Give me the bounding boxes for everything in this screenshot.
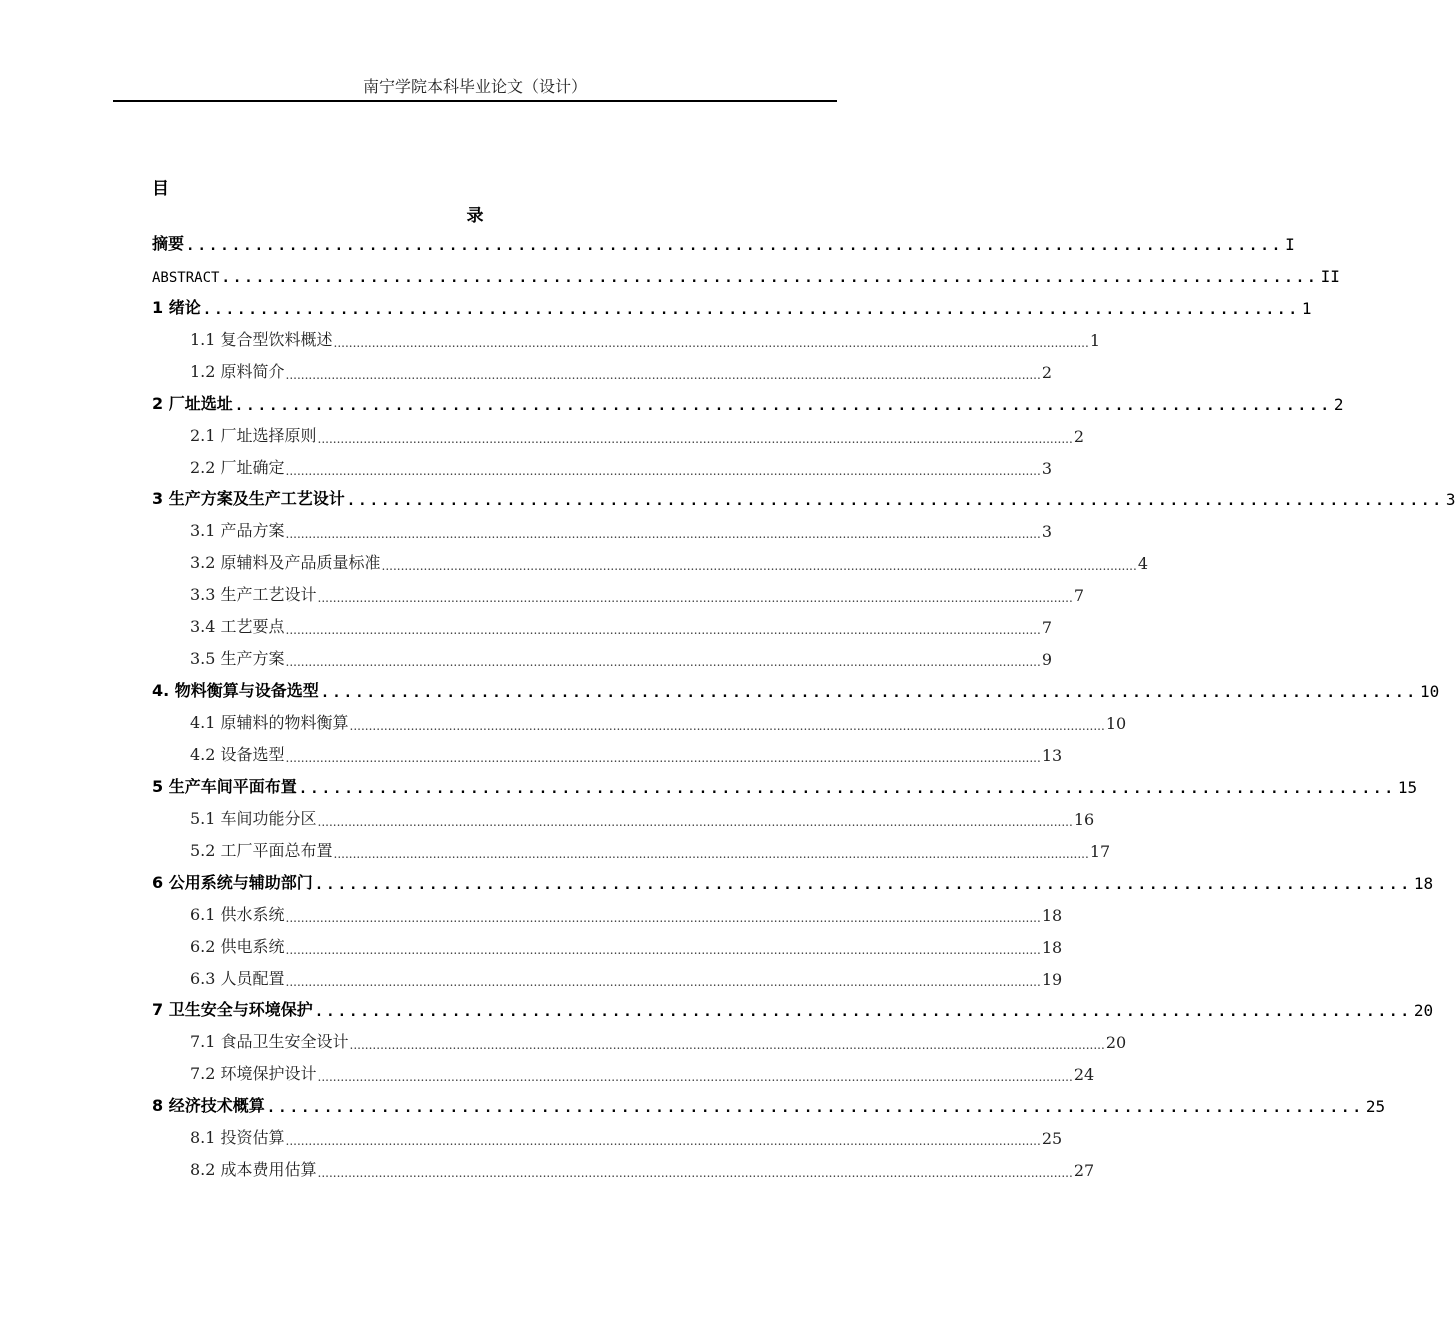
toc-entry-page-number: 3 (1041, 522, 1052, 542)
toc-entry-section[interactable] (152, 1120, 1063, 1152)
toc-entry-label: ABSTRACT (152, 269, 220, 286)
toc-entry-page-number: 3 (1041, 458, 1052, 478)
toc-dot-leader: ................................................................................................ (346, 493, 1444, 510)
toc-entry-chapter[interactable] (152, 993, 1434, 1025)
toc-entry-section[interactable] (152, 641, 1052, 673)
toc-entry-page-number: 1 (1301, 298, 1312, 318)
toc-entry-section[interactable] (152, 961, 1063, 993)
toc-entry-section[interactable] (152, 897, 1063, 929)
toc-entry-page-number: 17 (1089, 841, 1111, 861)
toc-entry-label: 6.3 人员配置 (190, 968, 285, 988)
toc-entry-label: 4.1 原辅料的物料衡算 (190, 713, 349, 732)
toc-entry-label: 7 卫生安全与环境保护 (152, 1000, 313, 1020)
toc-entry-page-number: 2 (1041, 362, 1052, 382)
toc-dot-leader: ...................................................................................................................................................................................................... (317, 814, 1073, 829)
toc-entry-chapter[interactable] (152, 290, 1312, 322)
toc-entry-label: 3.5 生产方案 (190, 649, 285, 669)
toc-entry-page-number: I (1285, 234, 1295, 254)
toc-dot-leader: ...................................................................................................................................................................................................... (333, 846, 1089, 861)
toc-entry-section[interactable] (152, 513, 1052, 545)
toc-dot-leader: ...................................................................................................................................................................................................... (317, 591, 1073, 606)
toc-entry-chapter[interactable] (152, 482, 1456, 514)
toc-entry-label: 2.1 厂址选择原则 (190, 425, 317, 445)
toc-entry-page-number: 18 (1041, 937, 1063, 957)
toc-dot-leader: ...................................................................................................................................................................................................... (285, 1134, 1041, 1149)
toc-entry-section[interactable] (152, 418, 1084, 450)
toc-entry-section[interactable] (152, 609, 1052, 641)
toc-entry-label: 5.2 工厂平面总布置 (190, 840, 333, 860)
toc-entry-page-number: 18 (1041, 905, 1063, 925)
toc-dot-leader: ................................................................................................ (266, 1100, 1364, 1117)
toc-entry-page-number: 20 (1105, 1033, 1127, 1053)
toc-entry-label: 8.2 成本费用估算 (190, 1160, 317, 1180)
page-header: 南宁学院本科毕业论文（设计） (362, 77, 587, 96)
toc-entry-page-number: 10 (1419, 682, 1440, 702)
toc-dot-leader: ................................................................................................ (186, 237, 1284, 254)
toc-entry-label: 2 厂址选址 (152, 393, 233, 413)
toc-entry-page-number: 24 (1073, 1065, 1095, 1085)
toc-entry-chapter[interactable] (152, 673, 1440, 705)
toc-entry-label: 7.1 食品卫生安全设计 (190, 1032, 349, 1052)
toc-entry-section[interactable] (152, 737, 1063, 769)
toc-entry-section[interactable] (152, 354, 1052, 386)
toc-entry-label: 4.2 设备选型 (190, 744, 285, 764)
toc-entry-label: 3.4 工艺要点 (190, 617, 285, 637)
toc-dot-leader: ...................................................................................................................................................................................................... (317, 1070, 1073, 1085)
toc-entry-page-number: 25 (1041, 1129, 1063, 1149)
toc-entry-label: 6 公用系统与辅助部门 (152, 872, 313, 892)
toc-entry-label: 6.2 供电系统 (190, 936, 285, 956)
toc-entry-chapter[interactable] (152, 258, 1340, 290)
toc-dot-leader: ...................................................................................................................................................................................................... (285, 655, 1041, 670)
toc-entry-page-number: 3 (1445, 490, 1456, 510)
toc-dot-leader: ................................................................................................ (314, 1004, 1412, 1021)
toc-entry-section[interactable] (152, 577, 1084, 609)
toc-dot-leader: ................................................................................................ (234, 397, 1332, 414)
toc-entry-page-number: 2 (1073, 426, 1084, 446)
toc-dot-leader: ...................................................................................................................................................................................................... (349, 719, 1105, 733)
toc-entry-label: 8.1 投资估算 (190, 1128, 285, 1148)
toc-dot-leader: ................................................................................................ (314, 876, 1412, 893)
toc-entry-section[interactable] (152, 1152, 1095, 1184)
toc-entry-page-number: 18 (1413, 873, 1434, 893)
toc-entry-section[interactable] (152, 801, 1095, 833)
toc-dot-leader: ................................................................................................ (298, 780, 1396, 797)
toc-entry-chapter[interactable] (152, 865, 1434, 897)
toc-entry-label: 4. 物料衡算与设备选型 (152, 681, 319, 701)
toc-dot-leader: ...................................................................................................................................................................................................... (285, 910, 1041, 925)
toc-entry-label: 8 经济技术概算 (152, 1096, 265, 1116)
toc-entry-page-number: 1 (1089, 330, 1100, 350)
toc-dot-leader: ...................................................................................................................................................................................................... (285, 463, 1041, 478)
toc-entry-label: 1.2 原料简介 (190, 361, 285, 381)
toc-entry-chapter[interactable] (152, 226, 1295, 258)
toc-entry-page-number: 20 (1413, 1001, 1434, 1021)
toc-dot-leader: ...................................................................................................................................................................................................... (285, 623, 1041, 638)
toc-entry-label: 1.1 复合型饮料概述 (190, 329, 333, 349)
toc-entry-label: 6.1 供水系统 (190, 904, 285, 924)
toc-dot-leader: ...................................................................................................................................................................................................... (349, 1038, 1105, 1053)
toc-entry-page-number: 16 (1073, 809, 1095, 829)
toc-entry-label: 3.1 产品方案 (190, 521, 285, 541)
toc-entry-section[interactable] (152, 545, 1148, 577)
header-rule (113, 100, 837, 102)
toc-entry-section[interactable] (152, 929, 1063, 961)
toc-entry-section[interactable] (152, 833, 1111, 865)
toc-entry-label: 5 生产车间平面布置 (152, 776, 297, 796)
toc-dot-leader: ...................................................................................................................................................................................................... (285, 974, 1041, 989)
toc-entry-label: 1 绪论 (152, 297, 201, 317)
toc-entry-page-number: 2 (1333, 394, 1344, 414)
toc-dot-leader: ...................................................................................................................................................................................................... (381, 559, 1137, 574)
toc-entry-section[interactable] (152, 322, 1100, 354)
toc-dot-leader: ................................................................................................ (202, 301, 1300, 318)
toc-entry-label: 3.2 原辅料及产品质量标准 (190, 553, 381, 573)
toc-entry-chapter[interactable] (152, 386, 1344, 418)
toc-title-char-1: 目 (152, 179, 169, 199)
toc-entry-label: 7.2 环境保护设计 (190, 1064, 317, 1084)
toc-entry-chapter[interactable] (152, 1088, 1386, 1120)
toc-entry-page-number: 13 (1041, 745, 1063, 765)
toc-entry-label: 摘要 (152, 233, 185, 253)
toc-entry-page-number: 4 (1137, 554, 1148, 574)
toc-entry-label: 3.3 生产工艺设计 (190, 585, 317, 605)
toc-dot-leader: ................................................................................................ (320, 685, 1418, 702)
toc-entry-label: 2.2 厂址确定 (190, 457, 285, 477)
toc-entry-label: 5.1 车间功能分区 (190, 808, 317, 828)
toc-entry-page-number: 15 (1397, 777, 1418, 797)
toc-dot-leader: ...................................................................................................................................................................................................... (317, 1166, 1073, 1181)
toc-dot-leader: ...................................................................................................................................................................................................... (317, 431, 1073, 446)
toc-entry-section[interactable] (152, 450, 1052, 482)
toc-entry-label: 3 生产方案及生产工艺设计 (152, 489, 345, 509)
toc-entry-section[interactable] (152, 1024, 1127, 1056)
toc-dot-leader: ...................................................................................................................................................................................................... (333, 335, 1089, 350)
toc-dot-leader: ................................................................................................ (221, 269, 1319, 286)
toc-dot-leader: ...................................................................................................................................................................................................... (285, 942, 1041, 957)
toc-entry-page-number: 7 (1073, 586, 1084, 606)
toc-entry-page-number: 25 (1365, 1097, 1386, 1117)
toc-entry-page-number: 10 (1105, 714, 1127, 733)
toc-title-char-2: 录 (466, 206, 484, 226)
toc-entry-page-number: 27 (1073, 1161, 1095, 1181)
toc-entry-page-number: 7 (1041, 618, 1052, 638)
toc-entry-page-number: II (1320, 266, 1340, 286)
toc-dot-leader: ...................................................................................................................................................................................................... (285, 527, 1041, 542)
toc-entry-page-number: 19 (1041, 969, 1063, 989)
table-of-contents (152, 226, 1456, 1184)
toc-dot-leader: ...................................................................................................................................................................................................... (285, 750, 1041, 765)
toc-entry-page-number: 9 (1041, 650, 1052, 670)
toc-entry-chapter[interactable] (152, 769, 1418, 801)
toc-entry-section[interactable] (152, 705, 1127, 737)
toc-dot-leader: ...................................................................................................................................................................................................... (285, 367, 1041, 382)
toc-entry-section[interactable] (152, 1056, 1095, 1088)
